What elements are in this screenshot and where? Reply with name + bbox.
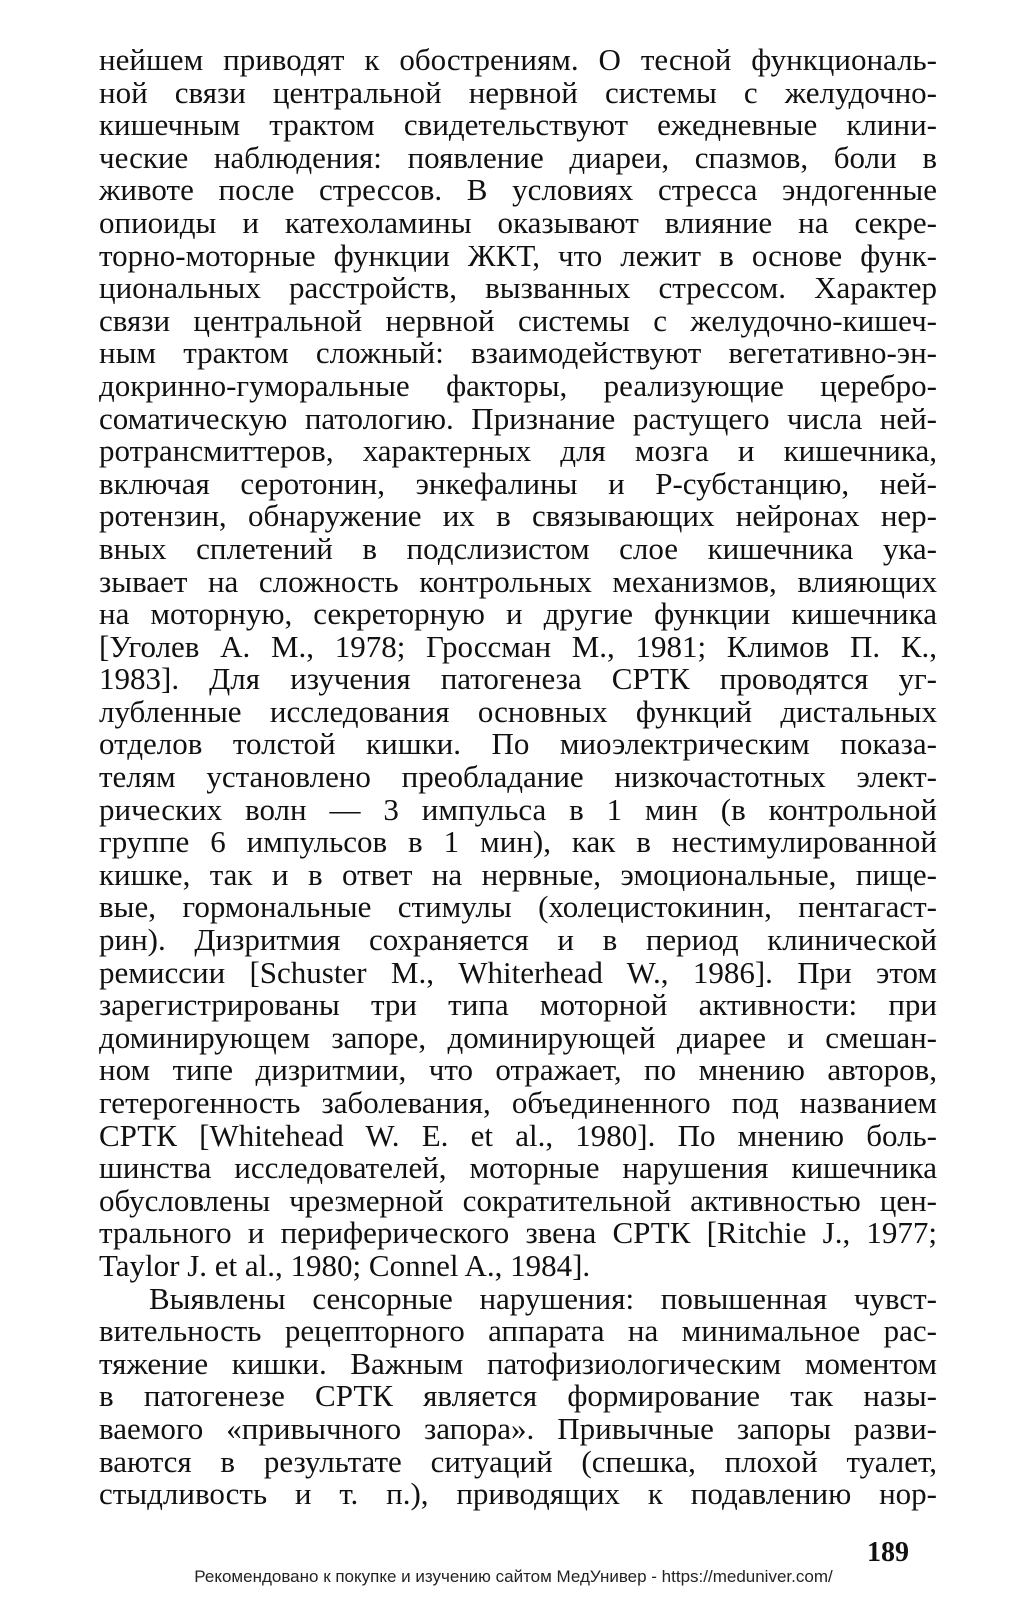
text-line: вных сплетений в подслизистом слое кишечника ука- <box>99 530 937 566</box>
text-line: животе после стрессов. В условиях стресса эндогенные <box>99 172 937 208</box>
text-line: трального и периферического звена СРТК [Ritchie J., 1977; <box>99 1215 937 1251</box>
text-line: опиоиды и катехоламины оказывают влияние на секре- <box>99 204 937 240</box>
text-line: вительность рецепторного аппарата на минимальное рас- <box>99 1313 937 1349</box>
text-line: связи центральной нервной системы с желудочно-кишеч- <box>99 302 937 338</box>
text-line: докринно-гуморальные факторы, реализующие церебро- <box>99 367 937 403</box>
text-line: группе 6 импульсов в 1 мин), как в нестимулированной <box>99 824 937 860</box>
text-line: ным трактом сложный: взаимодействуют вегетативно-эн- <box>99 335 937 371</box>
text-line: Taylor J. et al., 1980; Connel A., 1984]. <box>99 1247 591 1283</box>
text-line: рических волн — 3 импульса в 1 мин (в контрольной <box>99 791 937 827</box>
text-line: тяжение кишки. Важным патофизиологическим моментом <box>99 1345 937 1381</box>
text-line: 1983]. Для изучения патогенеза СРТК проводятся уг- <box>99 661 937 697</box>
text-line: соматическую патологию. Признание растущего числа ней- <box>99 400 937 436</box>
text-line: нейшем приводят к обострениям. О тесной функциональ- <box>99 42 937 77</box>
text-line: ваемого «привычного запора». Привычные запоры разви- <box>99 1410 937 1446</box>
text-line: кишечным трактом свидетельствуют ежедневные клини- <box>99 107 937 143</box>
text-line: рин). Дизритмия сохраняется и в период клинической <box>99 922 937 958</box>
text-line: ной связи центральной нервной системы с желудочно- <box>99 74 937 110</box>
text-line: зывает на сложность контрольных механизмов, влияющих <box>99 563 937 599</box>
text-line: на моторную, секреторную и другие функции кишечника <box>99 596 937 632</box>
text-line: ваются в результате ситуаций (спешка, плохой туалет, <box>99 1443 937 1479</box>
text-line: зарегистрированы три типа моторной активности: при <box>99 987 937 1023</box>
text-line: доминирующем запоре, доминирующей диарее и смешан- <box>99 1019 937 1055</box>
text-line: циональных расстройств, вызванных стрессом. Характер <box>99 270 937 306</box>
text-line: стыдливость и т. п.), приводящих к подавлению нор- <box>99 1476 937 1512</box>
text-line: шинства исследователей, моторные нарушения кишечника <box>99 1150 937 1186</box>
text-line: кишке, так и в ответ на нервные, эмоциональные, пище- <box>99 856 937 892</box>
text-line: [Уголев А. М., 1978; Гроссман М., 1981; Климов П. К., <box>99 628 937 664</box>
text-line: отделов толстой кишки. По миоэлектрическим показа- <box>99 726 937 762</box>
text-line: Выявлены сенсорные нарушения: повышенная чувст- <box>149 1280 937 1316</box>
text-line: гетерогенность заболевания, объединенного под названием <box>99 1085 937 1120</box>
watermark-text: Рекомендовано к покупке и изучению сайтом МедУнивер - https://meduniver.com/ <box>194 1567 833 1586</box>
page-number: 189 <box>867 1537 909 1568</box>
body-text <box>99 44 937 1511</box>
text-line: ном типе дизритмии, что отражает, по мнению авторов, <box>99 1052 937 1088</box>
text-line: ротензин, обнаружение их в связывающих нейронах нер- <box>99 498 937 534</box>
text-line: ремиссии [Schuster М., Whiterhead W., 1986]. При этом <box>99 954 937 990</box>
text-line: вые, гормональные стимулы (холецистокинин, пентагаст- <box>99 889 937 925</box>
text-line: телям установлено преобладание низкочастотных элект- <box>99 759 937 795</box>
text-line: торно-моторные функции ЖКТ, что лежит в основе функ- <box>99 237 937 273</box>
text-line: ротрансмиттеров, характерных для мозга и кишечника, <box>99 433 937 469</box>
text-line: СРТК [Whitehead W. Е. et al., 1980]. По мнению боль- <box>99 1117 937 1153</box>
text-line: ческие наблюдения: появление диареи, спазмов, боли в <box>99 139 937 175</box>
text-line: лубленные исследования основных функций дистальных <box>99 693 937 729</box>
text-line: в патогенезе СРТК является формирование так назы- <box>99 1378 937 1414</box>
text-line: включая серотонин, энкефалины и Р-субстанцию, ней- <box>99 465 937 501</box>
text-line: обусловлены чрезмерной сократительной активностью цен- <box>99 1182 937 1218</box>
